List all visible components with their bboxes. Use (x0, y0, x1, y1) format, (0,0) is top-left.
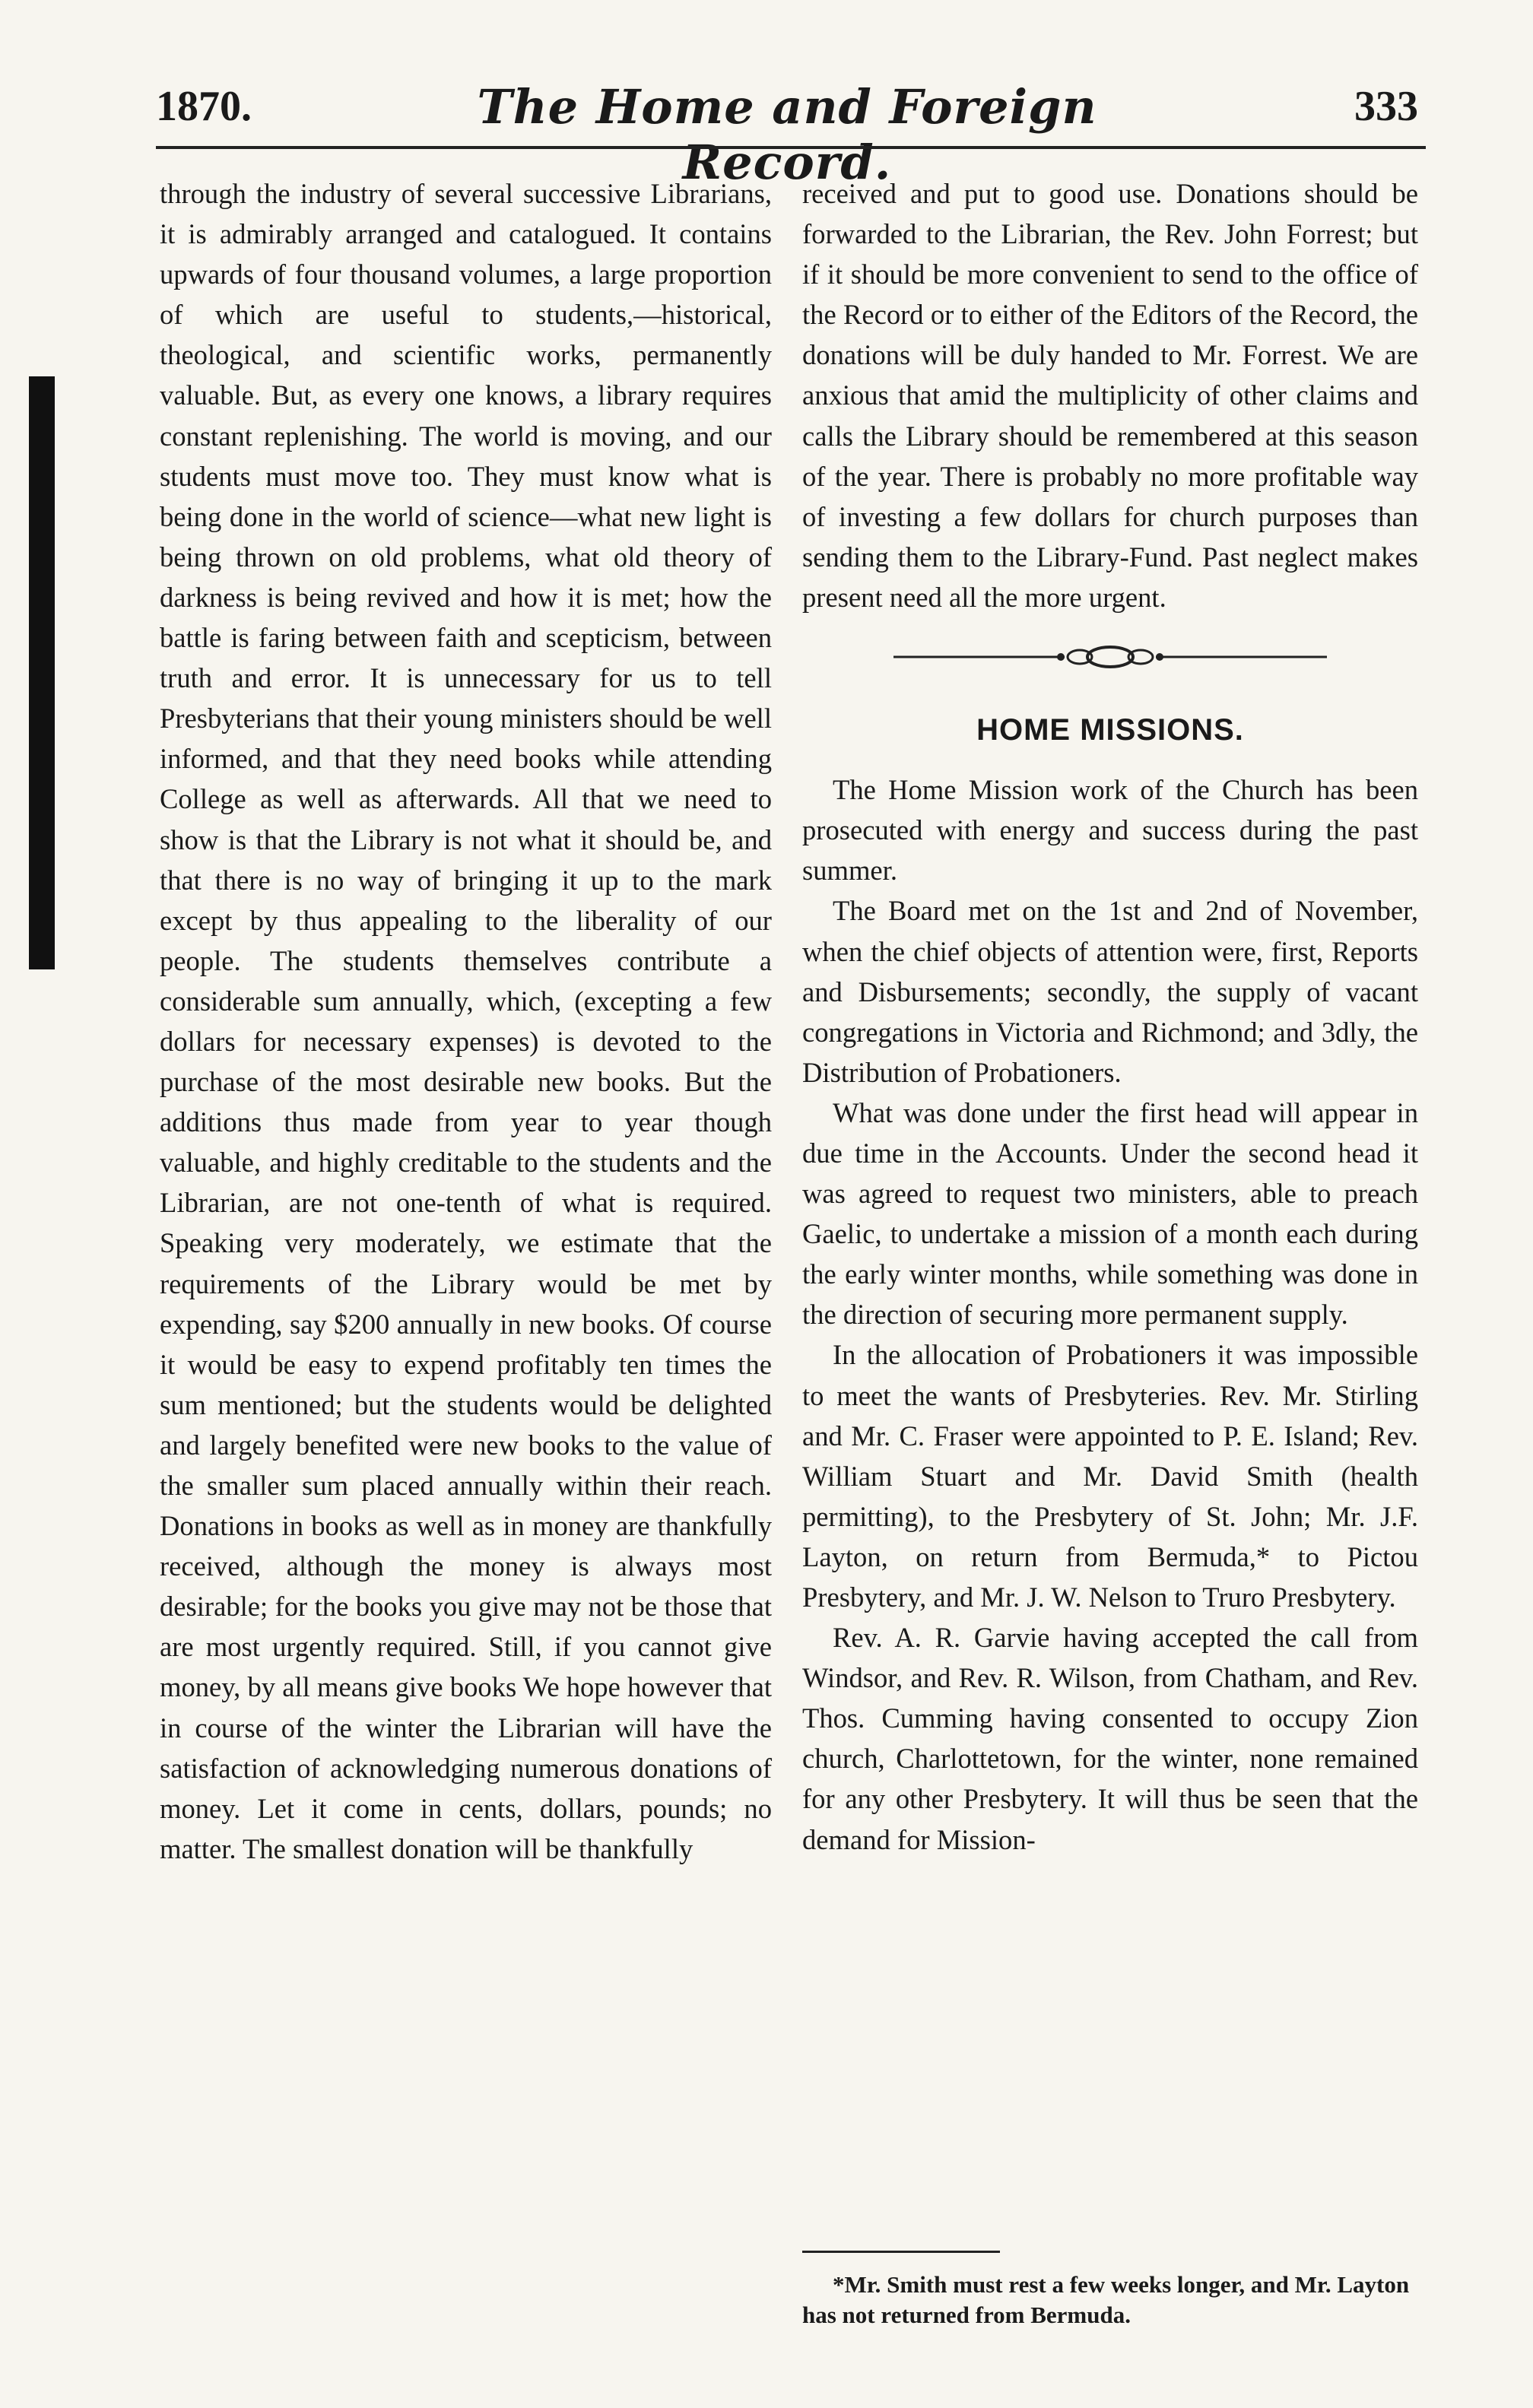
library-continuation: received and put to good use. Donations should be forwarded to the Librarian, the Rev. John Forrest; but if it should be more convenient to send to the office of the Record or to either of the Editors of the Record, the donations will be duly handed to Mr. Forrest. We are anxious that amid the multiplicity of other claims and calls the Library should be remembered at this season of the year. There is probably no more profitable way of investing a few dollars for church purposes than sending them to the Library-Fund. Past neglect makes present need all the more urgent. (802, 178, 1418, 613)
footnote-text: *Mr. Smith must rest a few weeks longer, and Mr. Layton has not returned from Bermuda. (802, 2271, 1410, 2328)
section-title: HOME MISSIONS. (976, 713, 1244, 747)
header-year: 1870. (156, 83, 252, 130)
paragraph: The Home Mission work of the Church has been prosecuted with energy and success during the past summer. (802, 774, 1418, 887)
paragraph: What was done under the first head will appear in due time in the Accounts. Under the second head it was agreed to request two ministers, able to preach Gaelic, to undertake a mission of a month each during the early winter months, while something was done in the direction of securing more permanent supply. (802, 1096, 1418, 1331)
journal-title: The Home and Foreign Record. (477, 79, 1097, 190)
footnote (802, 2270, 1433, 2330)
footnote-rule (802, 2251, 1000, 2253)
left-column-text: through the industry of several successive Librarians, it is admirably arranged and catalogued. It contains upwards of four thousand volumes, a large proportion of which are useful to students,—historical, theological, and scientific works, permanently valuable. But, as every one knows, a library requires constant replenishing. The world is moving, and our students must move too. They must know what is being done in the world of science—what new light is being thrown on old problems, what old theory of darkness is being revived and how it is met; how the battle is faring between faith and scepticism, between truth and error. It is unnecessary for us to tell Presbyterians that their young ministers should be well informed, and that they need books while attending College as well as afterwards. All that we need to show is that the Library is not what it should be, and that there is no way of bringing it up to the mark except by thus appealing to the liberality of our people. The students themselves contribute a considerable sum annually, which, (excepting a few dollars for necessary expenses) is devoted to the purchase of the most desirable new books. But the additions thus made from year to year though valuable, and highly creditable to the students and the Librarian, are not one-tenth of what is required. Speaking very moderately, we estimate that the requirements of the Library would be met by expending, say $200 annually in new books. Of course it would be easy to expend profitably ten times the sum mentioned; but the students would be delighted and largely benefited were new books to the value of the smaller sum placed annually within their reach. Donations in books as well as in money are thankfully received, although the money is always most desirable; for the books you give may not be those that are most urgently required. Still, if you cannot give money, by all means give books We hope however that in course of the winter the Librarian will have the satisfaction of acknowledging numerous donations of money. Let it come in cents, dollars, pounds; no matter. The smallest donation will be thankfully (160, 178, 772, 1864)
margin-bar (29, 376, 55, 969)
page-number: 333 (1354, 83, 1418, 130)
paragraph: In the allocation of Probationers it was impossible to meet the wants of Presbyteries. Rev. Mr. Stirling and Mr. C. Fraser were appointed to P. E. Island; Rev. William Stuart and Mr. David Smith (health permitting), to the Presbytery of St. John; Mr. J.F. Layton, on return from Bermuda,* to Pictou Presbytery, and Mr. J. W. Nelson to Truro Presbytery. (802, 1339, 1418, 1613)
header-rule (156, 146, 1426, 149)
left-column (160, 173, 772, 1869)
paragraph: Rev. A. R. Garvie having accepted the call from Windsor, and Rev. R. Wilson, from Chatham, and Rev. Thos. Cumming having consented to occupy Zion church, Charlottetown, for the winter, none remained for any other Presbytery. It will thus be seen that the demand for Mission- (802, 1622, 1418, 1855)
ornament-divider (802, 634, 1418, 680)
right-column (802, 173, 1418, 1860)
paragraph: The Board met on the 1st and 2nd of November, when the chief objects of attention were, first, Reports and Disbursements; secondly, the supply of vacant congregations in Victoria and Richmond; and 3dly, the Distribution of Probationers. (802, 895, 1418, 1088)
running-header (156, 79, 1418, 190)
